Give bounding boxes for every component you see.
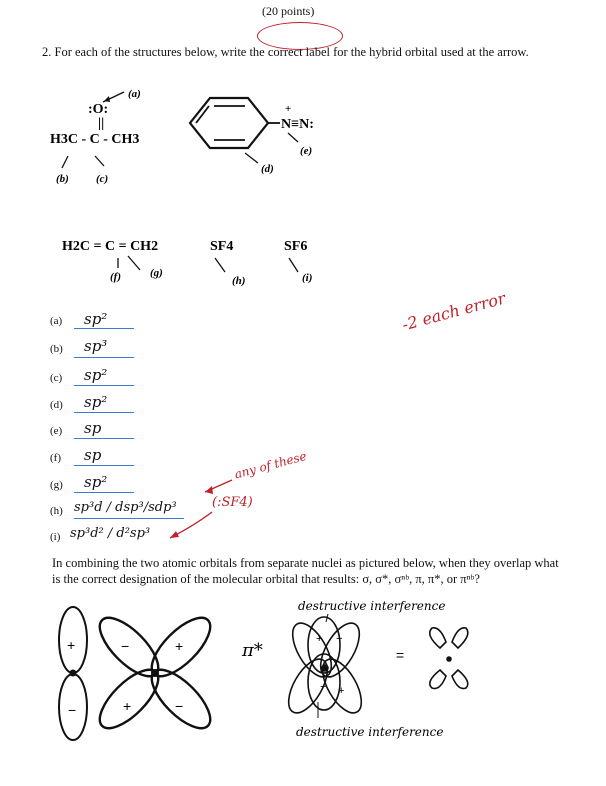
answer-f-label: (f) — [50, 452, 61, 464]
answer-e: sp — [84, 419, 102, 437]
answer-line-e — [74, 438, 134, 439]
structures-figure — [0, 78, 606, 298]
sf4-note: (:SF4) — [212, 495, 253, 510]
arrow-d — [245, 153, 258, 163]
label-h: (h) — [232, 275, 246, 287]
label-c: (c) — [96, 173, 109, 185]
answer-h-label: (h) — [50, 505, 63, 517]
svg-text:+: + — [175, 638, 184, 654]
overlap-sketch — [281, 617, 369, 719]
label-b: (b) — [56, 173, 69, 185]
equals-sign: = — [396, 647, 405, 663]
label-i: (i) — [302, 272, 313, 284]
answer-pi-star: π* — [242, 640, 263, 661]
answer-d: sp² — [84, 393, 108, 411]
answer-line-a — [74, 328, 134, 329]
answer-c-label: (c) — [50, 372, 63, 384]
result-sketch — [430, 628, 468, 689]
d-orbital — [91, 609, 219, 737]
sign-minus-p: − — [68, 702, 77, 718]
label-d: (d) — [261, 163, 274, 175]
arrow-b — [62, 156, 68, 168]
label-g: (g) — [150, 267, 163, 279]
oxygen-atom: :O: — [88, 102, 109, 117]
label-f: (f) — [110, 271, 121, 283]
diazonium-group: N≡N: — [281, 117, 314, 132]
svg-text:−: − — [336, 633, 343, 645]
answer-i: sp³d² / d²sp³ — [70, 526, 151, 541]
deduction-note: -2 each error — [400, 288, 508, 335]
svg-text:−: − — [121, 638, 130, 654]
any-of-these-note: any of these — [233, 448, 308, 482]
question-3-text: In combining the two atomic orbitals from separate nuclei as pictured below, when they overlap what is the correct designation of the molecular orbital that results: σ, σ*, σⁿᵇ, π, π*, or πⁿᵇ? — [52, 556, 559, 586]
double-bond: || — [98, 116, 105, 131]
arrow-c — [95, 156, 104, 166]
points-label: (20 points) — [262, 4, 315, 18]
answer-g-label: (g) — [50, 479, 63, 491]
answer-i-label: (i) — [50, 531, 61, 543]
allene-formula: H2C = C = CH2 — [62, 239, 159, 254]
answer-a: sp² — [84, 310, 108, 328]
sign-plus-p: + — [67, 637, 76, 653]
label-a: (a) — [128, 88, 141, 100]
grader-arrows — [150, 470, 240, 550]
answer-f: sp — [84, 446, 102, 464]
arrow-i — [289, 258, 298, 272]
arrow-h — [215, 258, 225, 272]
svg-text:+: + — [316, 633, 323, 645]
label-e: (e) — [300, 145, 313, 157]
note-destructive-top: destructive interference — [298, 599, 446, 613]
answer-a-label: (a) — [50, 315, 63, 327]
answer-c: sp² — [84, 366, 108, 384]
arrow-g — [128, 256, 140, 270]
answer-b-label: (b) — [50, 343, 63, 355]
answer-d-label: (d) — [50, 399, 63, 411]
sf4-formula: SF4 — [210, 239, 234, 254]
answer-h: sp³d / dsp³/sdp³ — [74, 500, 177, 515]
arrow-e — [288, 133, 298, 142]
answer-e-label: (e) — [50, 425, 63, 437]
answer-g: sp² — [84, 473, 108, 491]
svg-text:−: − — [320, 681, 327, 693]
plus-charge: + — [285, 103, 292, 115]
answer-line-c — [74, 385, 134, 386]
sf6-formula: SF6 — [284, 239, 308, 254]
svg-text:+: + — [123, 698, 132, 714]
orbital-figure — [0, 590, 606, 786]
note-destructive-bottom: destructive interference — [296, 725, 444, 739]
acetone-formula: H3C - C - CH3 — [50, 132, 140, 147]
answer-line-f — [74, 465, 134, 466]
answer-line-d — [74, 412, 134, 413]
answer-line-b — [74, 357, 134, 358]
svg-text:+: + — [338, 685, 345, 697]
answer-b: sp³ — [84, 337, 108, 355]
question-2-text: 2. For each of the structures below, write the correct label for the hybrid orbital used at the arrow. — [42, 45, 529, 59]
answer-line-g — [74, 492, 134, 493]
svg-text:−: − — [175, 698, 184, 714]
